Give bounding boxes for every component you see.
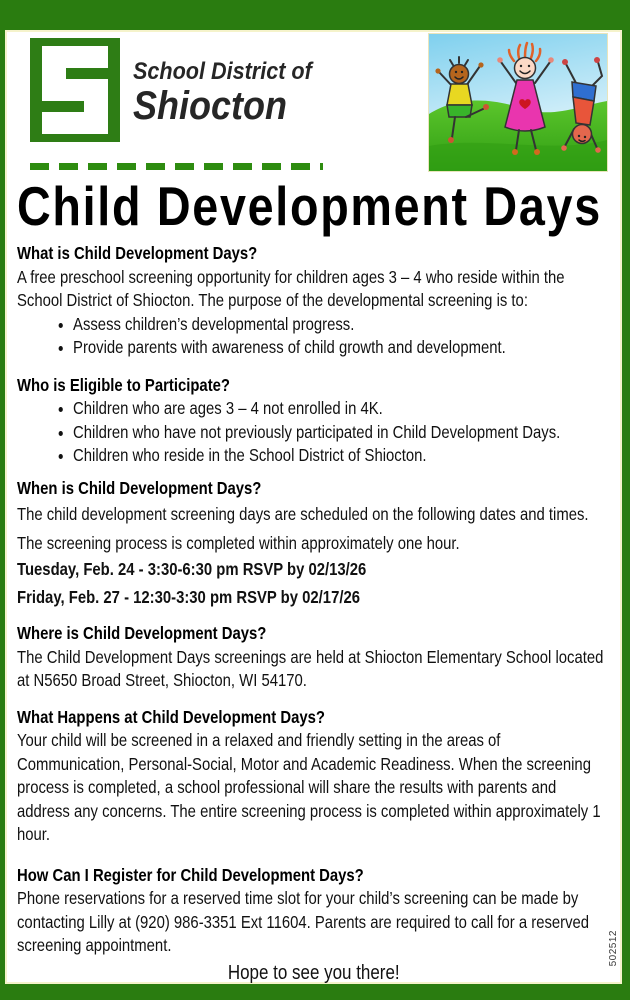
bullet-item: • Provide parents with awareness of child growth and development. (73, 336, 610, 360)
school-district-wordmark (133, 58, 312, 127)
section-happens-body: Your child will be screened in a relaxed and friendly setting in the areas of Communication, Personal-Social, Motor and Academic Readiness. When the screening process is completed, a school professional will share the results with parents and address any concerns. The entire screening process is completed within approximately 1 hour. (17, 730, 601, 844)
section-who-bullets (17, 397, 610, 468)
section-where (17, 622, 610, 693)
section-register-body: Phone reservations for a reserved time slot for your child’s screening can be made by contacting Lilly at (920) 986-3351 Ext 11604. Parents are required to call for a reserved screening appointment. (17, 888, 590, 955)
print-code-vertical: 502512 (608, 929, 619, 966)
bullet-item: • Children who reside in the School District of Shiocton. (73, 444, 610, 468)
logo-line2: Shiocton (133, 84, 287, 128)
section-register-heading: How Can I Register for Child Development Days? (17, 864, 364, 885)
kids-playing-clipart (428, 33, 608, 172)
section-happens-heading: What Happens at Child Development Days? (17, 706, 325, 727)
flyer-content (5, 30, 622, 984)
screening-date-1: Tuesday, Feb. 24 - 3:30-6:30 pm RSVP by 02/13/26 (17, 559, 367, 579)
section-where-heading: Where is Child Development Days? (17, 623, 267, 643)
section-what-intro: A free preschool screening opportunity for children ages 3 – 4 who reside within the School District of Shiocton. The purpose of the developmental screening is to: (17, 266, 565, 310)
section-when-heading: When is Child Development Days? (17, 477, 262, 498)
section-what (17, 242, 610, 360)
bullet-item: • Children who are ages 3 – 4 not enrolled in 4K. (73, 397, 610, 421)
section-what-bullets (17, 313, 610, 360)
section-when-intro: The child development screening days are scheduled on the following dates and times. The screening process is completed within approximately one hour. (17, 504, 589, 553)
closing-line: Hope to see you there! (227, 961, 400, 984)
section-who-heading: Who is Eligible to Participate? (17, 374, 230, 395)
section-what-heading: What is Child Development Days? (17, 243, 258, 263)
section-when (17, 477, 610, 610)
screening-date-2: Friday, Feb. 27 - 12:30-3:30 pm RSVP by 02/17/26 (17, 586, 360, 607)
green-dashed-divider (30, 163, 323, 170)
section-happens (17, 706, 610, 847)
page-title: Child Development Days (17, 175, 602, 237)
bullet-item: • Assess children’s developmental progress. (73, 313, 610, 337)
section-who (17, 374, 610, 468)
section-register (17, 864, 610, 958)
bullet-item: • Children who have not previously participated in Child Development Days. (73, 421, 610, 445)
school-district-block-s-logo-icon (30, 38, 120, 142)
section-where-body: The Child Development Days screenings are held at Shiocton Elementary School located at N5650 Broad Street, Shiocton, WI 54170. (17, 646, 604, 690)
flyer-body (17, 242, 610, 984)
logo-line1: School District of (133, 58, 312, 85)
flyer-header (17, 38, 610, 176)
